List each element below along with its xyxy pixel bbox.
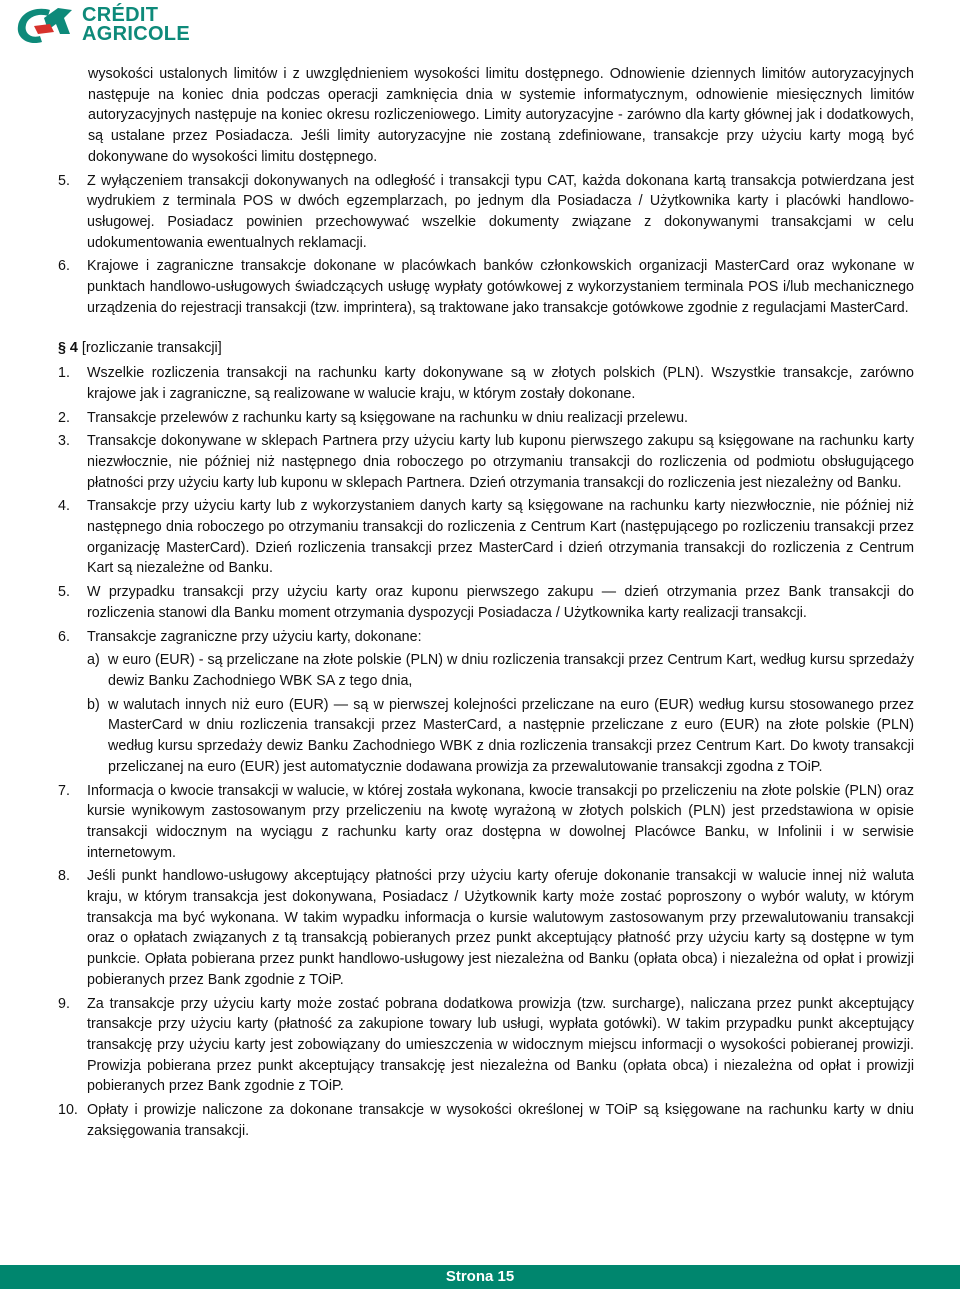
- item-number: 6.: [58, 258, 70, 275]
- item-number: 9.: [58, 995, 70, 1012]
- intro-paragraph: wysokości ustalonych limitów i z uwzględnieniem wysokości limitu dostępnego. Odnowienie dziennych limitów autoryzacyjnych następuje na koniec dnia podczas operacji zamknięcia dnia w systemie informatycznym, odnowienie miesięcznych limitów autoryzacyjnych następuje na koniec okresu rozliczeniowego. Limity autoryzacyjne - zarówno dla karty głównej jak i dodatkowych, są ustalane przez Posiadacza. Jeśli limity autoryzacyjne nie zostaną zdefiniowane, transakcje przy użyciu karty mogą być dokonywane do wysokości limitu dostępnego.: [88, 66, 914, 165]
- item-number: 7.: [58, 782, 70, 799]
- list-item: [58, 431, 914, 493]
- item-text: Wszelkie rozliczenia transakcji na rachunku karty dokonywane są w złotych polskich (PLN). Wszystkie transakcje, zarówno krajowe jak i zagraniczne, są realizowane w walucie kraju, w którym zostały dokonane.: [87, 365, 914, 402]
- item-number: 6.: [58, 628, 70, 645]
- credit-agricole-emblem-icon: [14, 4, 78, 46]
- page-number: Strona 15: [445, 1268, 515, 1285]
- item-text: Jeśli punkt handlowo-usługowy akceptujący płatności przy użyciu karty oferuje dokonanie transakcji w walucie innej niż waluta kraju, w którym transakcja jest dokonywana, Posiadacz / Użytkownik karty może zostać poproszony o wybór waluty, w którym transakcja ma być wykonana. W takim wypadku informacja o kursie walutowym zastosowanym przy przewalutowaniu transakcji oraz o opłatach związanych z tą transakcją pobieranych przez punkt akceptujący płatność przy użyciu karty są dostępne w tym punkcie. Opłata pobierana przez punkt handlowo-usługowy jest niezależna od Banku (opłata obca) i niezależna od opłat i prowizji pobieranych przez Bank zgodnie z TOiP.: [87, 868, 914, 988]
- item-text: Opłaty i prowizje naliczone za dokonane transakcje w wysokości określonej w TOiP są księgowane na rachunku karty w dniu zaksięgowania transakcji.: [87, 1102, 914, 1139]
- section-title: [rozliczanie transakcji]: [81, 340, 222, 357]
- sub-item-text: w walutach innych niż euro (EUR) — są w pierwszej kolejności przeliczane na euro (EUR) według kursu stosowanego przez MasterCard w dniu rozliczenia transakcji przez MasterCard, a następnie przeliczane z euro (EUR) na złote polskie (PLN) według kursu sprzedaży dewiz Banku Zachodniego WBK z dnia rozliczenia transakcji przez Centrum Kart. Do kwoty transakcji przeliczanej na euro (EUR) jest automatycznie dodawana prowizja za przewalutowanie transakcji zgodna z TOiP.: [108, 696, 914, 775]
- list-item: [58, 256, 914, 318]
- list-item: [58, 627, 914, 648]
- list-item: [58, 781, 914, 864]
- brand-name-line1: CRÉDIT: [82, 4, 159, 26]
- item-text: Za transakcje przy użyciu karty może zostać pobrana dodatkowa prowizja (tzw. surcharge), naliczana przez punkt akceptujący transakcje przy użyciu karty (płatność za zakupione towary lub usługi, wypłata gotówki). W takim przypadku punkt akceptujący transakcję przy użyciu karty jest zobowiązany do umieszczenia w widocznym miejscu informacji o wysokości pobieranej prowizji. Prowizja pobierana przez punkt akceptujący transakcję jest niezależna od Banku (opłata obca) i niezależna od opłat i prowizji pobieranych przez Bank zgodnie z TOiP.: [87, 995, 914, 1095]
- item-text: Transakcje dokonywane w sklepach Partnera przy użyciu karty lub kuponu pierwszego zakupu są księgowane na rachunku karty niezwłocznie, nie później niż następnego dnia roboczego po otrzymaniu transakcji do rozliczenia od podmiotu obsługującego płatności przy użyciu karty lub kuponu w sklepach Partnera. Dzień otrzymania transakcji do rozliczenia jest niezależny od Banku.: [87, 433, 914, 491]
- list-item: [58, 496, 914, 579]
- list-item: [58, 1100, 914, 1141]
- sub-item-text: w euro (EUR) - są przeliczane na złote polskie (PLN) w dniu rozliczenia transakcji przez Centrum Kart, według kursu sprzedaży dewiz Banku Zachodniego WBK SA z tego dnia,: [108, 652, 914, 689]
- item-text: Informacja o kwocie transakcji w walucie, w której została wykonana, kwocie transakcji po przeliczeniu na złote polskie (PLN) oraz kursie wynikowym zastosowanym przy przeliczeniu na kwotę wyrażoną w złotych polskich (PLN) jest przedstawiona w opisie transakcji widocznym na wyciągu z rachunku karty oraz dostępna w dowolnej Placówce Banku, w Infolinii i w serwisie internetowym.: [87, 782, 914, 861]
- item-text: Krajowe i zagraniczne transakcje dokonane w placówkach banków członkowskich organizacji MasterCard oraz wykonane w punktach handlowo-usługowych świadczących usługę wypłaty gotówkowej z wykorzystaniem terminala POS i/lub mechanicznego urządzenia do rejestracji transakcji (tzw. imprintera), są traktowane jako transakcje gotówkowe zgodnie z regulacjami MasterCard.: [87, 258, 914, 316]
- item-number: 5.: [58, 584, 70, 601]
- item-number: 4.: [58, 498, 70, 515]
- item-number: 2.: [58, 409, 70, 426]
- list-item: [58, 582, 914, 623]
- item-number: 8.: [58, 868, 70, 885]
- sub-item-letter: b): [87, 696, 100, 713]
- sub-list-item: [87, 650, 914, 691]
- item-text: Z wyłączeniem transakcji dokonywanych na odległość i transakcji typu CAT, każda dokonana kartą transakcja potwierdzana jest wydrukiem z terminala POS w dwóch egzemplarzach, po jednym dla Posiadacza / Użytkownika karty i placówki handlowo-usługowej. Posiadacz powinien przechowywać wszelkie dokumenty związane z dokonywanymi transakcjami w celu udokumentowania ewentualnych reklamacji.: [87, 172, 914, 251]
- section-symbol: § 4: [58, 340, 78, 357]
- brand-name: [82, 6, 190, 44]
- item-number: 5.: [58, 172, 70, 189]
- sub-item-letter: a): [87, 652, 100, 669]
- list-item: [58, 866, 914, 990]
- item-text: Transakcje zagraniczne przy użyciu karty, dokonane:: [87, 628, 422, 645]
- sub-list-item: [87, 695, 914, 778]
- page-footer: [0, 1265, 960, 1289]
- credit-agricole-logo: [14, 4, 224, 48]
- section-heading: [58, 338, 914, 359]
- brand-name-line2: AGRICOLE: [82, 23, 190, 45]
- list-item: [58, 171, 914, 254]
- item-text: W przypadku transakcji przy użyciu karty oraz kuponu pierwszego zakupu — dzień otrzymania przez Bank transakcji do rozliczenia stanowi dla Banku moment otrzymania dyspozycji Posiadacza / Użytkownika karty realizacji transakcji.: [87, 584, 914, 621]
- list-item: [58, 994, 914, 1098]
- list-item: [58, 363, 914, 404]
- item-number: 3.: [58, 433, 70, 450]
- item-text: Transakcje przelewów z rachunku karty są księgowane na rachunku w dniu realizacji przelewu.: [87, 409, 689, 426]
- sub-list: [87, 650, 914, 777]
- document-body: [58, 64, 914, 1144]
- list-item: [58, 408, 914, 429]
- item-text: Transakcje przy użyciu karty lub z wykorzystaniem danych karty są księgowane na rachunku karty niezwłocznie, nie później niż następnego dnia roboczego po otrzymaniu transakcji do rozliczenia z Centrum Kart (następującego po rozliczeniu transakcji przez organizację MasterCard). Dzień rozliczenia transakcji przez MasterCard i dzień otrzymania transakcji do rozliczenia z Centrum Kart są niezależne od Banku.: [87, 498, 914, 577]
- item-number: 1.: [58, 365, 70, 382]
- item-number: 10.: [58, 1102, 78, 1119]
